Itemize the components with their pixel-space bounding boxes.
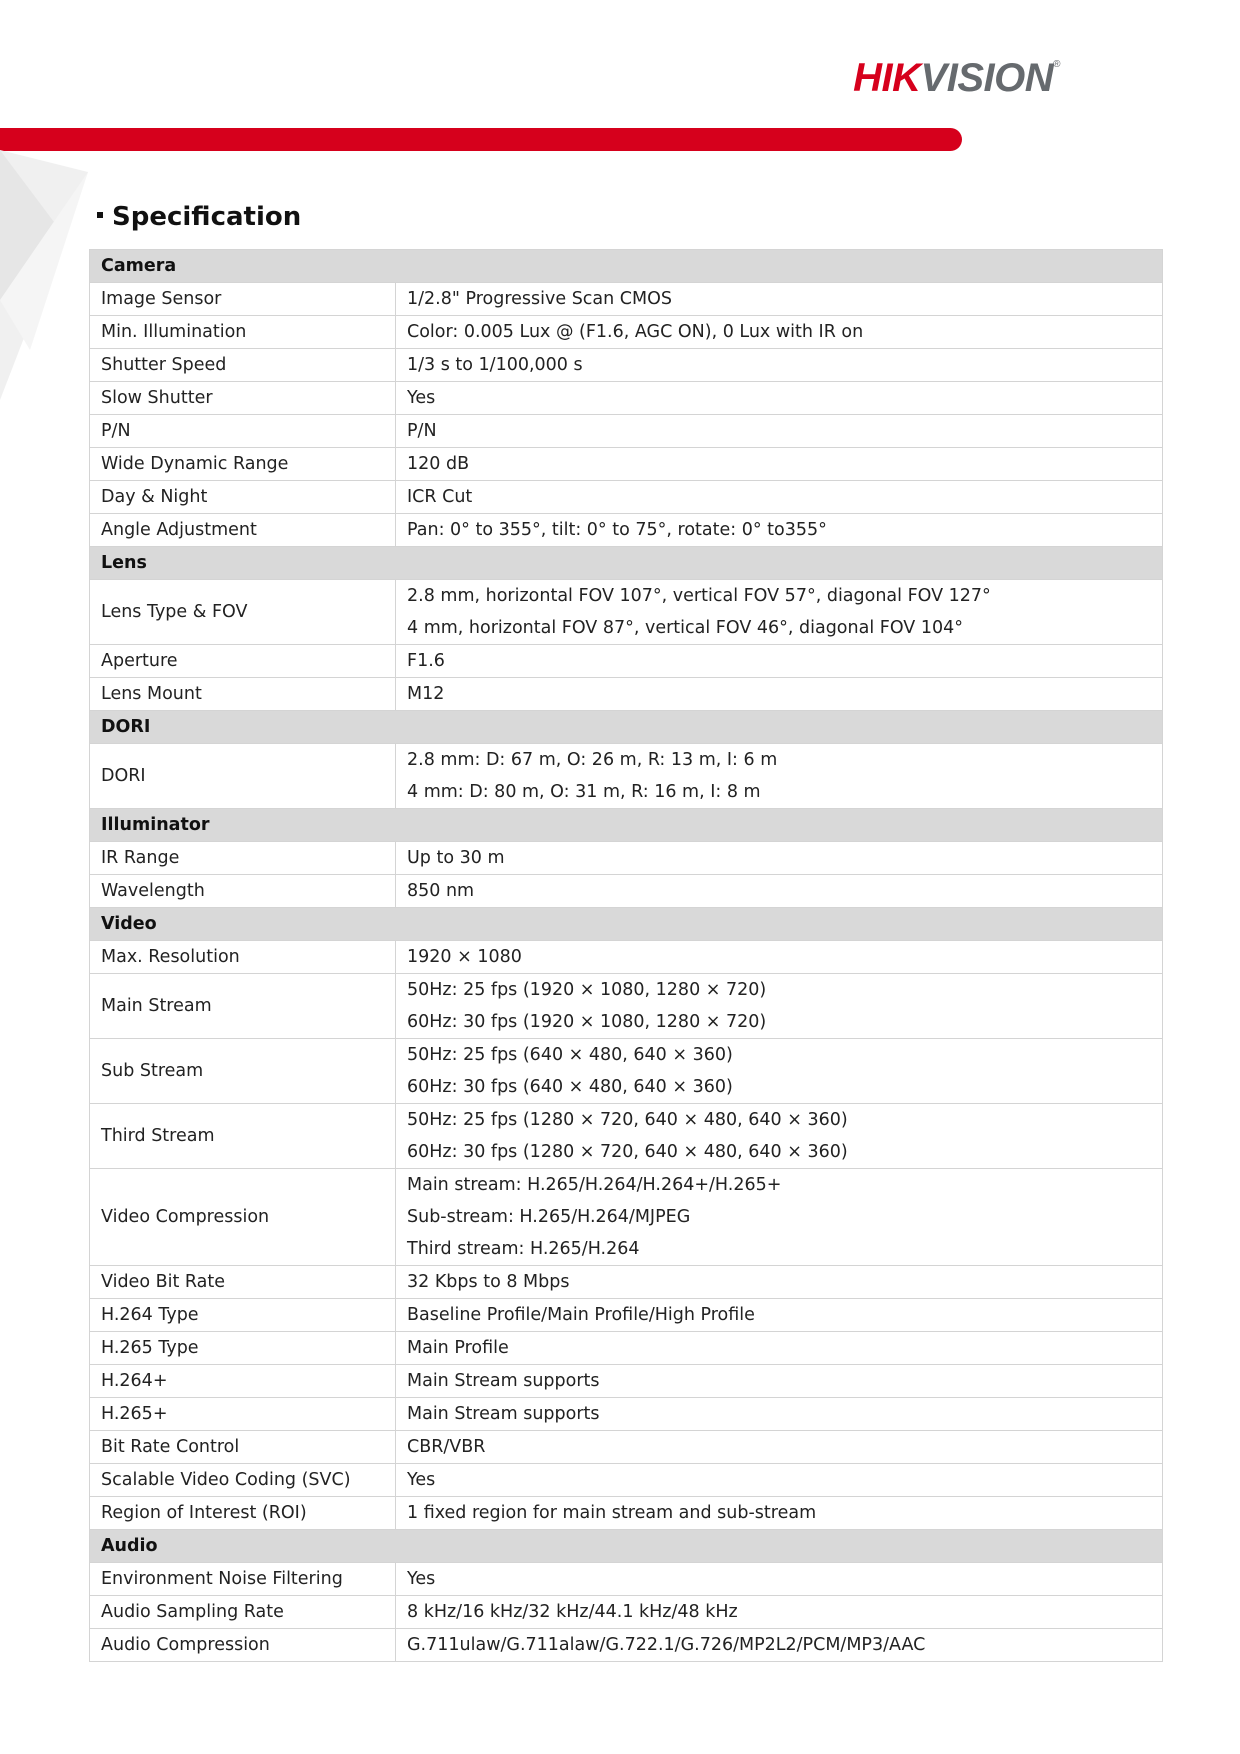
spec-label: Min. Illumination [90,316,396,349]
spec-value-line: Main Profile [407,1338,509,1358]
section-header: Illuminator [90,809,1163,842]
spec-value-line: Main Stream supports [407,1404,600,1424]
spec-value-line: 2.8 mm: D: 67 m, O: 26 m, R: 13 m, I: 6 m [407,750,778,770]
spec-label: Wavelength [90,875,396,908]
spec-row [90,1039,1163,1104]
spec-value-line: F1.6 [407,651,445,671]
spec-value [396,1104,1163,1169]
spec-row [90,382,1163,415]
spec-value-line: 2.8 mm, horizontal FOV 107°, vertical FOV 57°, diagonal FOV 127° [407,586,991,606]
spec-value [396,481,1163,514]
spec-value [396,974,1163,1039]
spec-label: Video Compression [90,1169,396,1266]
spec-row [90,974,1163,1039]
spec-row [90,481,1163,514]
spec-value-line: 1/2.8" Progressive Scan CMOS [407,289,673,309]
spec-value-line: 50Hz: 25 fps (640 × 480, 640 × 360) [407,1045,733,1065]
spec-value-line: CBR/VBR [407,1437,486,1457]
spec-value [396,1596,1163,1629]
spec-label: Bit Rate Control [90,1431,396,1464]
spec-label: Max. Resolution [90,941,396,974]
spec-row [90,448,1163,481]
spec-value-line: Yes [407,388,436,408]
logo-text-vision: VISION [920,56,1054,100]
spec-label: H.264+ [90,1365,396,1398]
spec-value-line: Up to 30 m [407,848,505,868]
spec-label: P/N [90,415,396,448]
spec-row [90,514,1163,547]
spec-value-line: 8 kHz/16 kHz/32 kHz/44.1 kHz/48 kHz [407,1602,738,1622]
spec-value [396,283,1163,316]
page-title [97,204,301,230]
spec-label: Audio Compression [90,1629,396,1662]
spec-value-line: 4 mm: D: 80 m, O: 31 m, R: 16 m, I: 8 m [407,782,761,802]
spec-label: H.265+ [90,1398,396,1431]
spec-label: Day & Night [90,481,396,514]
spec-value [396,941,1163,974]
section-header-row [90,908,1163,941]
spec-label: Scalable Video Coding (SVC) [90,1464,396,1497]
header-red-bar [0,128,962,151]
spec-value-line: 60Hz: 30 fps (640 × 480, 640 × 360) [407,1077,733,1097]
spec-label: Sub Stream [90,1039,396,1104]
spec-row [90,842,1163,875]
spec-row [90,1563,1163,1596]
spec-value-line: Yes [407,1569,436,1589]
spec-label: IR Range [90,842,396,875]
spec-value-line: ICR Cut [407,487,473,507]
spec-value-line: 50Hz: 25 fps (1280 × 720, 640 × 480, 640 × 360) [407,1110,848,1130]
spec-label: Main Stream [90,974,396,1039]
spec-value-line: M12 [407,684,445,704]
spec-value-line: Baseline Profile/Main Profile/High Profile [407,1305,755,1325]
spec-value-line: Third stream: H.265/H.264 [407,1239,640,1259]
spec-value-line: 850 nm [407,881,475,901]
spec-value-line: 1/3 s to 1/100,000 s [407,355,583,375]
spec-row [90,1266,1163,1299]
spec-value [396,678,1163,711]
spec-label: DORI [90,744,396,809]
section-header-row [90,809,1163,842]
spec-value [396,1266,1163,1299]
spec-row [90,875,1163,908]
spec-value-line: Yes [407,1470,436,1490]
spec-value [396,645,1163,678]
section-header: Lens [90,547,1163,580]
section-header-row [90,1530,1163,1563]
spec-value [396,1332,1163,1365]
section-header-row [90,547,1163,580]
spec-label: Lens Type & FOV [90,580,396,645]
spec-value-line: 60Hz: 30 fps (1280 × 720, 640 × 480, 640 × 360) [407,1142,848,1162]
spec-value [396,1629,1163,1662]
spec-label: Slow Shutter [90,382,396,415]
spec-label: Aperture [90,645,396,678]
section-header: Audio [90,1530,1163,1563]
spec-label: Image Sensor [90,283,396,316]
spec-value [396,1497,1163,1530]
spec-label: Lens Mount [90,678,396,711]
spec-row [90,1629,1163,1662]
spec-row [90,744,1163,809]
spec-label: Environment Noise Filtering [90,1563,396,1596]
spec-value [396,1039,1163,1104]
spec-row [90,580,1163,645]
spec-value-line: G.711ulaw/G.711alaw/G.722.1/G.726/MP2L2/PCM/MP3/AAC [407,1635,926,1655]
spec-value [396,1563,1163,1596]
spec-row [90,349,1163,382]
spec-row [90,941,1163,974]
spec-row [90,1497,1163,1530]
specification-table [89,249,1163,1662]
spec-value-line: 1 fixed region for main stream and sub-stream [407,1503,817,1523]
section-header-row [90,250,1163,283]
spec-value [396,1398,1163,1431]
title-bullet [97,212,103,218]
spec-value-line: Pan: 0° to 355°, tilt: 0° to 75°, rotate: 0° to355° [407,520,827,540]
spec-label: Wide Dynamic Range [90,448,396,481]
spec-value [396,316,1163,349]
spec-value-line: Color: 0.005 Lux @ (F1.6, AGC ON), 0 Lux with IR on [407,322,864,342]
spec-value-line: 32 Kbps to 8 Mbps [407,1272,570,1292]
hikvision-logo [853,58,1060,98]
spec-value-line: P/N [407,421,437,441]
section-header: Video [90,908,1163,941]
spec-value [396,1464,1163,1497]
spec-row [90,1299,1163,1332]
spec-label: H.265 Type [90,1332,396,1365]
spec-value-line: 1920 × 1080 [407,947,522,967]
spec-row [90,1464,1163,1497]
spec-row [90,415,1163,448]
spec-value-line: Main stream: H.265/H.264/H.264+/H.265+ [407,1175,782,1195]
spec-row [90,1596,1163,1629]
section-header: DORI [90,711,1163,744]
spec-value [396,1365,1163,1398]
spec-row [90,1431,1163,1464]
spec-label: Audio Sampling Rate [90,1596,396,1629]
spec-label: Region of Interest (ROI) [90,1497,396,1530]
spec-value [396,415,1163,448]
spec-row [90,1104,1163,1169]
decorative-triangles [0,150,100,400]
spec-row [90,678,1163,711]
spec-row [90,283,1163,316]
spec-value [396,580,1163,645]
spec-value [396,1299,1163,1332]
spec-value-line: Sub-stream: H.265/H.264/MJPEG [407,1207,691,1227]
spec-value [396,842,1163,875]
spec-value-line: Main Stream supports [407,1371,600,1391]
spec-row [90,1169,1163,1266]
logo-text-hik: HIK [853,56,921,100]
page-title-text: Specification [112,202,302,232]
spec-value [396,514,1163,547]
spec-row [90,316,1163,349]
spec-value [396,1169,1163,1266]
spec-value-line: 4 mm, horizontal FOV 87°, vertical FOV 46°, diagonal FOV 104° [407,618,963,638]
registered-mark: ® [1053,59,1060,70]
spec-value [396,744,1163,809]
spec-label: Third Stream [90,1104,396,1169]
section-header-row [90,711,1163,744]
spec-row [90,1332,1163,1365]
spec-value [396,875,1163,908]
spec-value [396,382,1163,415]
spec-row [90,1365,1163,1398]
section-header: Camera [90,250,1163,283]
spec-label: Shutter Speed [90,349,396,382]
spec-row [90,1398,1163,1431]
spec-label: H.264 Type [90,1299,396,1332]
spec-value [396,448,1163,481]
spec-row [90,645,1163,678]
spec-label: Video Bit Rate [90,1266,396,1299]
spec-value [396,1431,1163,1464]
spec-value-line: 120 dB [407,454,470,474]
spec-value-line: 50Hz: 25 fps (1920 × 1080, 1280 × 720) [407,980,767,1000]
spec-value [396,349,1163,382]
spec-label: Angle Adjustment [90,514,396,547]
spec-value-line: 60Hz: 30 fps (1920 × 1080, 1280 × 720) [407,1012,767,1032]
